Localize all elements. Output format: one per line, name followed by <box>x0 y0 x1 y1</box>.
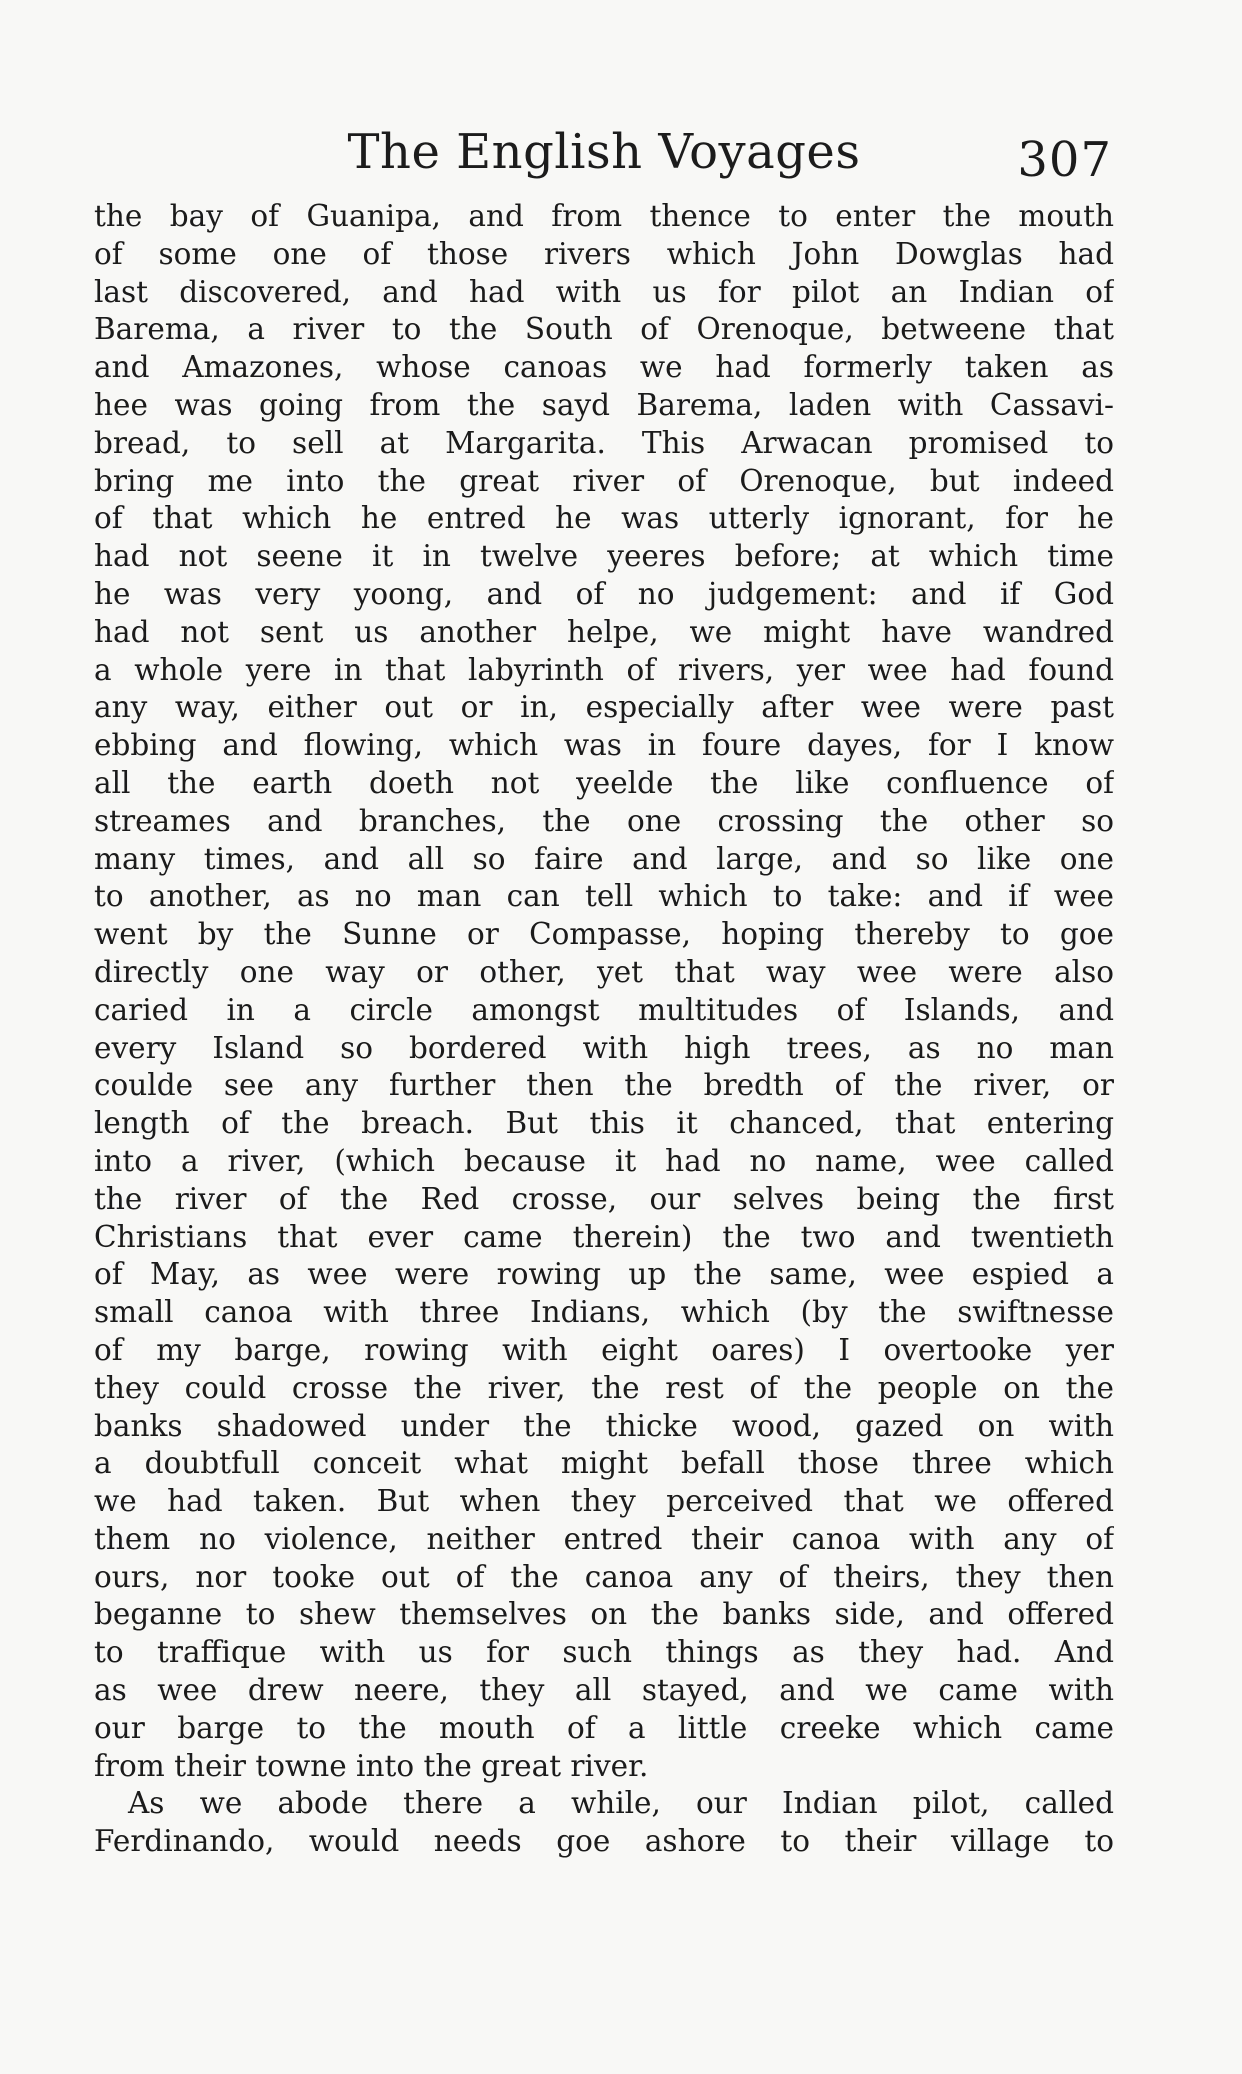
text-line: Ferdinando, would needs goe ashore to their village to <box>94 1824 1114 1859</box>
text-line: last discovered, and had with us for pilot an Indian of <box>94 274 1114 309</box>
text-line: a whole yere in that labyrinth of rivers, yer wee had found <box>94 652 1114 687</box>
text-line: every Island so bordered with high trees, as no man <box>94 1030 1114 1065</box>
text-line: they could crosse the river, the rest of the people on the <box>94 1370 1114 1405</box>
text-line: of my barge, rowing with eight oares) I overtooke yer <box>94 1332 1114 1367</box>
text-line: ebbing and flowing, which was in foure dayes, for I know <box>94 728 1114 763</box>
text-line: had not sent us another helpe, we might have wandred <box>94 614 1114 649</box>
text-line: streames and branches, the one crossing the other so <box>94 803 1114 838</box>
text-line: coulde see any further then the bredth of the river, or <box>94 1068 1114 1103</box>
text-line: of May, as wee were rowing up the same, wee espied a <box>94 1257 1114 1292</box>
text-line: length of the breach. But this it chanced, that entering <box>94 1106 1114 1141</box>
paragraph-first-line: As we abode there a while, our Indian pilot, called <box>128 1786 1114 1821</box>
page-number: 307 <box>1017 132 1112 188</box>
text-line: the river of the Red crosse, our selves being the first <box>94 1181 1114 1216</box>
text-line: caried in a circle amongst multitudes of Islands, and <box>94 992 1114 1027</box>
text-line: many times, and all so faire and large, and so like one <box>94 841 1114 876</box>
text-line: any way, either out or in, especially after wee were past <box>94 690 1114 725</box>
text-line: small canoa with three Indians, which (by the swiftnesse <box>94 1295 1114 1330</box>
text-line: as wee drew neere, they all stayed, and we came with <box>94 1673 1114 1708</box>
text-line: and Amazones, whose canoas we had formerly taken as <box>94 350 1114 385</box>
text-line: Barema, a river to the South of Orenoque, betweene that <box>94 312 1114 347</box>
text-line: hee was going from the sayd Barema, laden with Cassavi- <box>94 387 1114 422</box>
text-line: all the earth doeth not yeelde the like confluence of <box>94 765 1114 800</box>
text-line: Christians that ever came therein) the two and twentieth <box>94 1219 1114 1254</box>
text-line: to traffique with us for such things as they had. And <box>94 1635 1114 1670</box>
text-line: of that which he entred he was utterly ignorant, for he <box>94 501 1114 536</box>
text-line: went by the Sunne or Compasse, hoping thereby to goe <box>94 917 1114 952</box>
text-line: them no violence, neither entred their canoa with any of <box>94 1521 1114 1556</box>
page-header <box>96 118 1112 188</box>
text-line: bread, to sell at Margarita. This Arwacan promised to <box>94 425 1114 460</box>
text-line: bring me into the great river of Orenoque, but indeed <box>94 463 1114 498</box>
text-line: the bay of Guanipa, and from thence to enter the mouth <box>94 199 1114 233</box>
text-line: banks shadowed under the thicke wood, gazed on with <box>94 1408 1114 1443</box>
text-line: a doubtfull conceit what might befall those three which <box>94 1446 1114 1481</box>
text-line: beganne to shew themselves on the banks side, and offered <box>94 1597 1114 1632</box>
paragraph-last-line: from their towne into the great river. <box>94 1748 649 1783</box>
text-line: directly one way or other, yet that way wee were also <box>94 954 1114 989</box>
text-line: had not seene it in twelve yeeres before; at which time <box>94 539 1114 574</box>
text-line: of some one of those rivers which John Dowglas had <box>94 236 1114 271</box>
text-line: our barge to the mouth of a little creeke which came <box>94 1710 1114 1745</box>
text-line: we had taken. But when they perceived that we offered <box>94 1484 1114 1519</box>
body-text <box>94 198 1114 1861</box>
running-title: The English Voyages <box>347 124 861 180</box>
text-line: into a river, (which because it had no name, wee called <box>94 1143 1114 1178</box>
text-line: ours, nor tooke out of the canoa any of theirs, they then <box>94 1559 1114 1594</box>
text-line: to another, as no man can tell which to take: and if wee <box>94 879 1114 914</box>
text-line: he was very yoong, and of no judgement: and if God <box>94 576 1114 611</box>
